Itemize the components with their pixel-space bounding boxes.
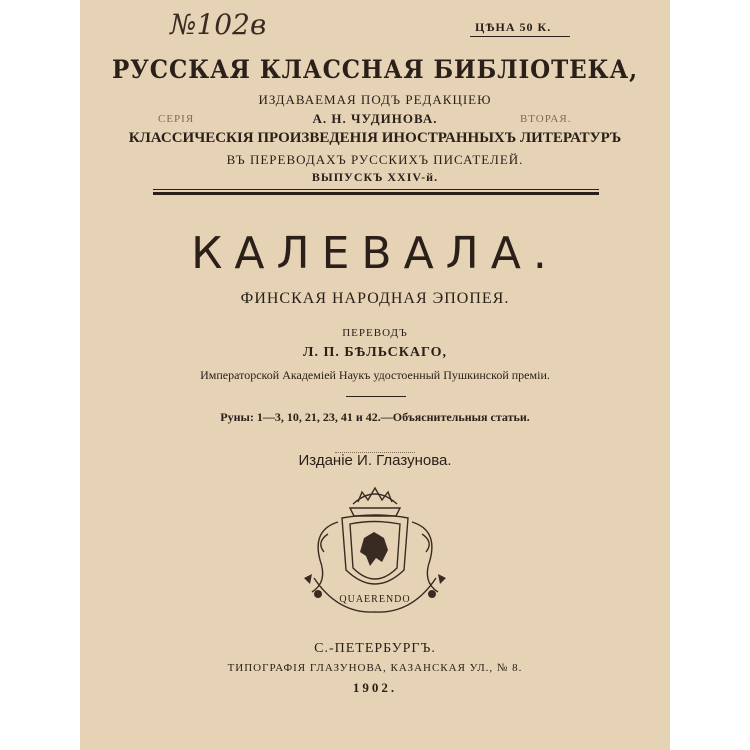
handwritten-number: №102в	[170, 8, 267, 41]
divider-short	[346, 396, 406, 397]
publisher-emblem	[298, 482, 452, 622]
header-rule-thick	[153, 192, 599, 195]
contents-line: Руны: 1—3, 10, 21, 23, 41 и 42.—Объяснительныя статьи.	[220, 410, 530, 424]
year-line: 1902.	[352, 680, 398, 695]
emblem-motto: QUAERENDO	[339, 594, 411, 605]
book-title: КАЛЕВАЛА.	[191, 228, 559, 279]
library-title: РУССКАЯ КЛАССНАЯ БИБЛІОТЕКА,	[111, 55, 639, 84]
translations-line: ВЪ ПЕРЕВОДАХЪ РУССКИХЪ ПИСАТЕЛЕЙ.	[226, 152, 524, 167]
header-rule-thin	[153, 189, 599, 190]
price-underline	[470, 36, 570, 37]
publisher-line: Изданіе И. Глазунова.	[298, 452, 452, 469]
title-page	[80, 0, 670, 750]
series-title: КЛАССИЧЕСКІЯ ПРОИЗВЕДЕНІЯ ИНОСТРАННЫХЪ ЛИТЕРАТУРЪ	[128, 130, 622, 146]
price-label: ЦѢНА 50 К.	[475, 20, 552, 34]
translation-label: ПЕРЕВОДЪ	[342, 327, 408, 339]
issue-number: ВЫПУСКЪ XXIV-й.	[311, 170, 439, 184]
series-label-right: ВТОРАЯ.	[520, 113, 572, 125]
translator-name: Л. П. БѢЛЬСКАГО,	[303, 345, 447, 360]
editor-name: А. Н. ЧУДИНОВА.	[312, 111, 438, 126]
book-subtitle: ФИНСКАЯ НАРОДНАЯ ЭПОПЕЯ.	[240, 290, 510, 307]
printer-line: ТИПОГРАФІЯ ГЛАЗУНОВА, КАЗАНСКАЯ УЛ., № 8.	[227, 662, 523, 674]
edited-by-line: ИЗДАВАЕМАЯ ПОДЪ РЕДАКЦІЕЮ	[258, 92, 492, 107]
series-label-left: СЕРІЯ	[158, 113, 195, 125]
award-line: Императорской Академіей Наукъ удостоенный Пушкинской преміи.	[200, 368, 550, 382]
city-line: С.-ПЕТЕРБУРГЪ.	[314, 641, 436, 656]
